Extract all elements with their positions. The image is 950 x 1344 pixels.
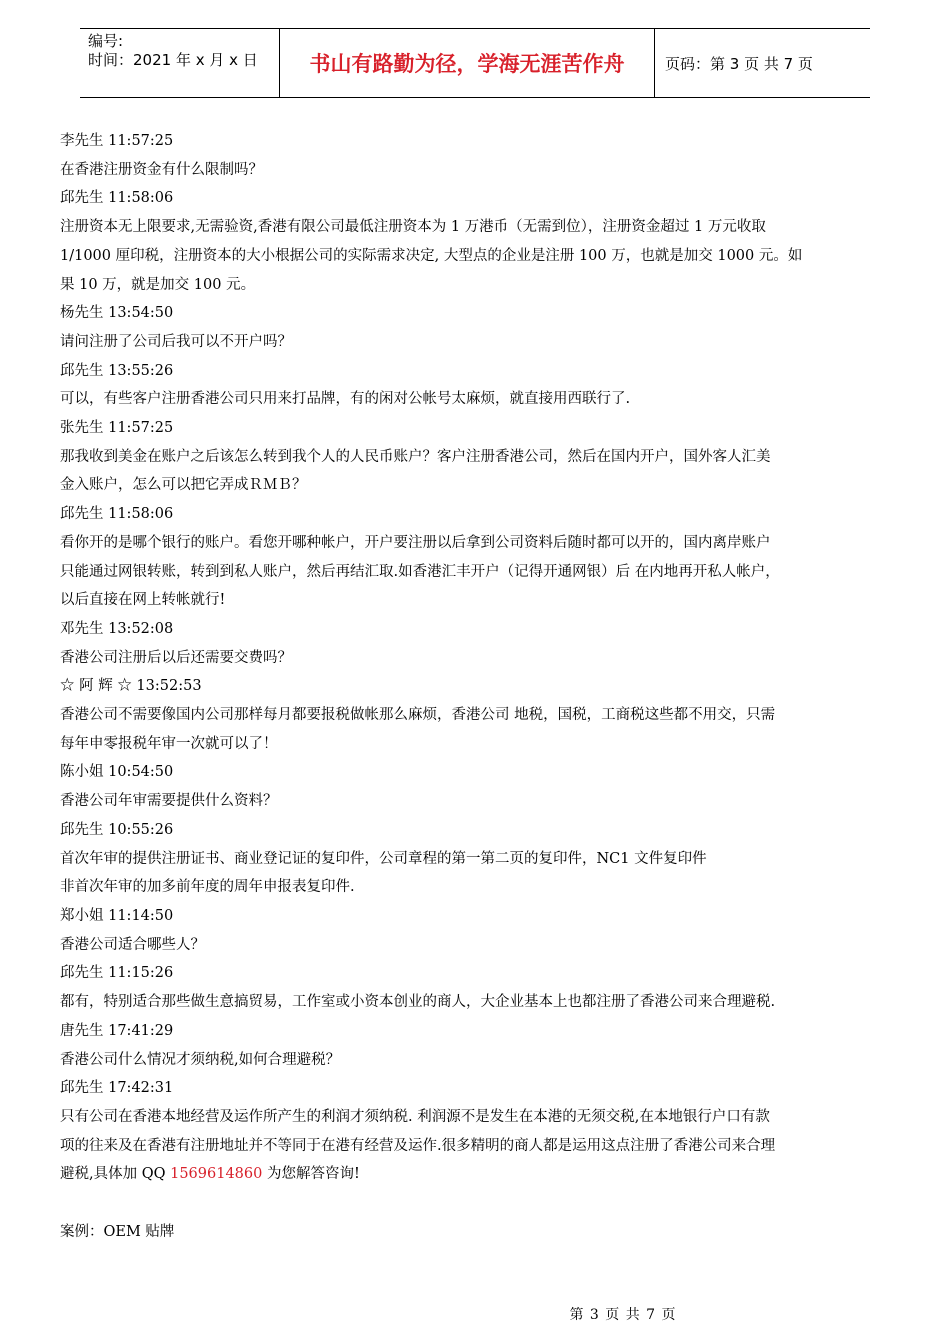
text-line: 邱先生 11:58:06 xyxy=(60,506,174,523)
text-line: 都有，特别适合那些做生意搞贸易，工作室或小资本创业的商人，大企业基本上也都注册了香港公司来合理避税. xyxy=(60,994,776,1011)
footer-page-number: 第 3 页 共 7 页 xyxy=(569,1307,677,1323)
document-time-label: 时间：2021 年 x 月 x 日 xyxy=(88,51,258,69)
text-line: 邱先生 13:55:26 xyxy=(60,362,174,379)
spacer xyxy=(60,1189,900,1218)
text-line: 项的往来及在香港有注册地址并不等同于在港有经营及运作.很多精明的商人都是运用这点注册了香港公司来合理 xyxy=(60,1137,776,1154)
text-line: 注册资本无上限要求,无需验资,香港有限公司最低注册资本为 1 万港币（无需到位），注册资金超过 1 万元收取 xyxy=(60,219,766,236)
text-line: 非首次年审的加多前年度的周年申报表复印件. xyxy=(60,879,355,896)
text-line: 金入账户，怎么可以把它弄成ＲＭＢ？ xyxy=(60,477,307,494)
text-line: 只有公司在香港本地经营及运作所产生的利润才须纳税. 利润源不是发生在本港的无须交税,在本地银行户口有款 xyxy=(60,1108,770,1125)
text-line: ☆ 阿 辉 ☆ 13:52:53 xyxy=(60,678,202,695)
text-line: 那我收到美金在账户之后该怎么转到我个人的人民币账户？客户注册香港公司，然后在国内开户，国外客人汇美 xyxy=(60,448,771,465)
text-line: 香港公司什么情况才须纳税,如何合理避税？ xyxy=(60,1051,341,1068)
text-line: 香港公司年审需要提供什么资料？ xyxy=(60,793,278,810)
text-line: 杨先生 13:54:50 xyxy=(60,305,174,322)
text-line: 张先生 11:57:25 xyxy=(60,420,174,437)
text-line: 香港公司不需要像国内公司那样每月都要报税做帐那么麻烦，香港公司 地税，国税，工商税这些都不用交，只需 xyxy=(60,707,776,724)
text-line: 邓先生 13:52:08 xyxy=(60,620,174,637)
text-line: 香港公司注册后以后还需要交费吗？ xyxy=(60,649,292,666)
text-line: 邱先生 10:55:26 xyxy=(60,821,174,838)
text-line: 邱先生 11:15:26 xyxy=(60,965,174,982)
qq-prefix: 避税,具体加 QQ xyxy=(60,1166,171,1183)
header-motto: 书山有路勤为径，学海无涯苦作舟 xyxy=(280,29,655,97)
text-line: 只能通过网银转账，转到到私人账户，然后再结汇取.如香港汇丰开户（记得开通网银）后 在内地再开私人帐户， xyxy=(60,563,780,580)
header-meta xyxy=(80,29,280,97)
text-line: 1/1000 厘印税，注册资本的大小根据公司的实际需求决定, 大型点的企业是注册 100 万，也就是加交 1000 元。如 xyxy=(60,247,803,264)
text-line: 唐先生 17:41:29 xyxy=(60,1022,174,1039)
text-line: 可以，有些客户注册香港公司只用来打品牌，有的闲对公帐号太麻烦，就直接用西联行了. xyxy=(60,391,631,408)
text-line: 陈小姐 10:54:50 xyxy=(60,764,174,781)
text-line: 果 10 万，就是加交 100 元。 xyxy=(60,276,256,293)
text-line: 看你开的是哪个银行的账户。看您开哪种帐户，开户要注册以后拿到公司资料后随时都可以开的，国内离岸账户 xyxy=(60,534,771,551)
header-page-info: 页码：第 3 页 共 7 页 xyxy=(665,54,813,73)
text-line: 以后直接在网上转帐就行! xyxy=(60,592,226,609)
text-line: 首次年审的提供注册证书、商业登记证的复印件，公司章程的第一第二页的复印件，NC1 文件复印件 xyxy=(60,850,707,867)
case-label: 案例：OEM 贴牌 xyxy=(60,1223,175,1240)
document-number-label: 编号: xyxy=(88,32,124,50)
text-line: 邱先生 11:58:06 xyxy=(60,190,174,207)
text-line: 每年申零报税年审一次就可以了！ xyxy=(60,735,278,752)
text-line: 李先生 11:57:25 xyxy=(60,133,174,149)
text-line: 香港公司适合哪些人？ xyxy=(60,936,205,953)
page-header xyxy=(80,28,870,98)
text-line: 在香港注册资金有什么限制吗？ xyxy=(60,161,263,178)
qq-contact-line xyxy=(60,1160,900,1189)
qq-suffix: 为您解答咨询! xyxy=(262,1166,360,1183)
qq-number: 1569614860 xyxy=(170,1166,263,1183)
text-line: 请问注册了公司后我可以不开户吗？ xyxy=(60,333,292,350)
page-footer xyxy=(0,1304,950,1324)
document-body xyxy=(60,127,900,1246)
text-line: 邱先生 17:42:31 xyxy=(60,1080,174,1097)
text-line: 郑小姐 11:14:50 xyxy=(60,907,174,924)
